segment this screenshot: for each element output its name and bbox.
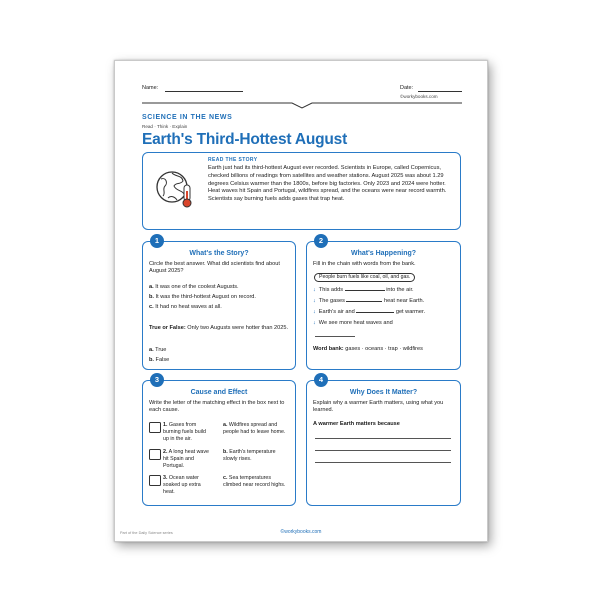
writing-line-3[interactable] <box>315 462 451 463</box>
box2-number-badge: 2 <box>314 234 328 248</box>
footer-site: ©workybooks.com <box>280 529 322 535</box>
chain-blank-2[interactable] <box>346 301 382 302</box>
writing-line-2[interactable] <box>315 450 451 451</box>
cause-3: 3. Ocean water soaked up extra heat. <box>163 475 201 495</box>
box4-number-badge: 4 <box>314 373 328 387</box>
question-box-2 <box>306 241 461 370</box>
chain-step-1: ↓ This adds into the air. <box>313 287 414 293</box>
box1-prompt: Circle the best answer. What did scientists find about August 2025? <box>149 261 280 275</box>
arrow-down-icon: ↓ <box>313 287 316 293</box>
writing-line-1[interactable] <box>315 438 451 439</box>
box1-number-badge: 1 <box>150 234 164 248</box>
worksheet-page <box>114 60 488 542</box>
chain-step-4: ↓ We see more heat waves and <box>313 320 393 326</box>
box3-prompt: Write the letter of the matching effect in the box next to each cause. <box>149 400 285 414</box>
story-box <box>142 152 461 230</box>
chain-blank-3[interactable] <box>356 312 394 313</box>
box1-option-c[interactable]: c. It had no heat waves at all. <box>149 304 222 310</box>
answer-box-1[interactable] <box>149 422 161 433</box>
effect-c: c. Sea temperatures climbed near record highs. <box>223 475 286 488</box>
arrow-down-icon: ↓ <box>313 298 316 304</box>
box3-number-badge: 3 <box>150 373 164 387</box>
sentence-starter: A warmer Earth matters because <box>313 421 400 427</box>
chain-step-3: ↓ Earth's air and get warmer. <box>313 309 426 315</box>
box3-title: Cause and Effect <box>190 389 248 396</box>
header-divider <box>142 100 462 110</box>
box4-prompt: Explain why a warmer Earth matters, using what you learned. <box>313 400 444 414</box>
site-url-top: ©workybooks.com <box>400 94 438 99</box>
footer-series: Part of the Daily Science series <box>120 531 173 535</box>
box1-tf-option-a[interactable]: a. True <box>149 347 167 353</box>
arrow-down-icon: ↓ <box>313 309 316 315</box>
box1-tf-option-b[interactable]: b. False <box>149 357 170 363</box>
chain-blank-1[interactable] <box>345 290 385 291</box>
effect-a: a. Wildfires spread and people had to leave home. <box>223 422 286 435</box>
box4-title: Why Does It Matter? <box>349 389 418 396</box>
chain-blank-4[interactable] <box>315 336 355 337</box>
word-bank: Word bank: gases · oceans · trap · wildfires <box>313 346 423 352</box>
effect-b: b. Earth's temperature slowly rises. <box>223 449 276 462</box>
question-box-4 <box>306 380 461 506</box>
chain-start: People burn fuels like coal, oil, and gas. <box>314 273 415 282</box>
kicker: SCIENCE IN THE NEWS <box>142 114 233 121</box>
question-box-1 <box>142 241 296 370</box>
cause-2: 2. A long heat wave hit Spain and Portugal. <box>163 449 209 469</box>
earth-thermometer-icon <box>152 165 198 211</box>
answer-box-3[interactable] <box>149 475 161 486</box>
date-label: Date: <box>400 85 414 91</box>
arrow-down-icon: ↓ <box>313 320 316 326</box>
box1-option-b[interactable]: b. It was the third-hottest August on record. <box>149 294 256 300</box>
story-text: Earth just had its third-hottest August ever recorded. Scientists in Europe, called Copernicus, checked billions of readings from satellites and weather stations. August 2025 was about 1.29 degrees Celsius warmer than the 1800s, before big factories. Only 2023 and 2024 were hotter. Heat waves hit Spain and Portugal, wildfires spread, and the oceans were near record warmth. Scientists say burning fuels adds gases that trap heat. <box>208 165 447 203</box>
story-heading: READ THE STORY <box>208 157 258 163</box>
box2-title: What's Happening? <box>350 250 417 257</box>
chain-step-2: ↓ The gases heat near Earth. <box>313 298 425 304</box>
date-line[interactable] <box>418 91 462 92</box>
page-title: Earth's Third-Hottest August <box>142 131 348 148</box>
answer-box-2[interactable] <box>149 449 161 460</box>
box1-option-a[interactable]: a. It was one of the coolest Augusts. <box>149 284 239 290</box>
question-box-3 <box>142 380 296 506</box>
subkicker: Read · Think · Explain <box>142 124 188 129</box>
name-line[interactable] <box>165 91 243 92</box>
box1-true-false: True or False: Only two Augusts were hotter than 2025. <box>149 325 288 331</box>
box2-prompt: Fill in the chain with words from the bank. <box>313 261 416 267</box>
name-label: Name: <box>142 85 159 91</box>
cause-1: 1. Gases from burning fuels build up in the air. <box>163 422 206 442</box>
box1-title: What's the Story? <box>189 250 249 257</box>
